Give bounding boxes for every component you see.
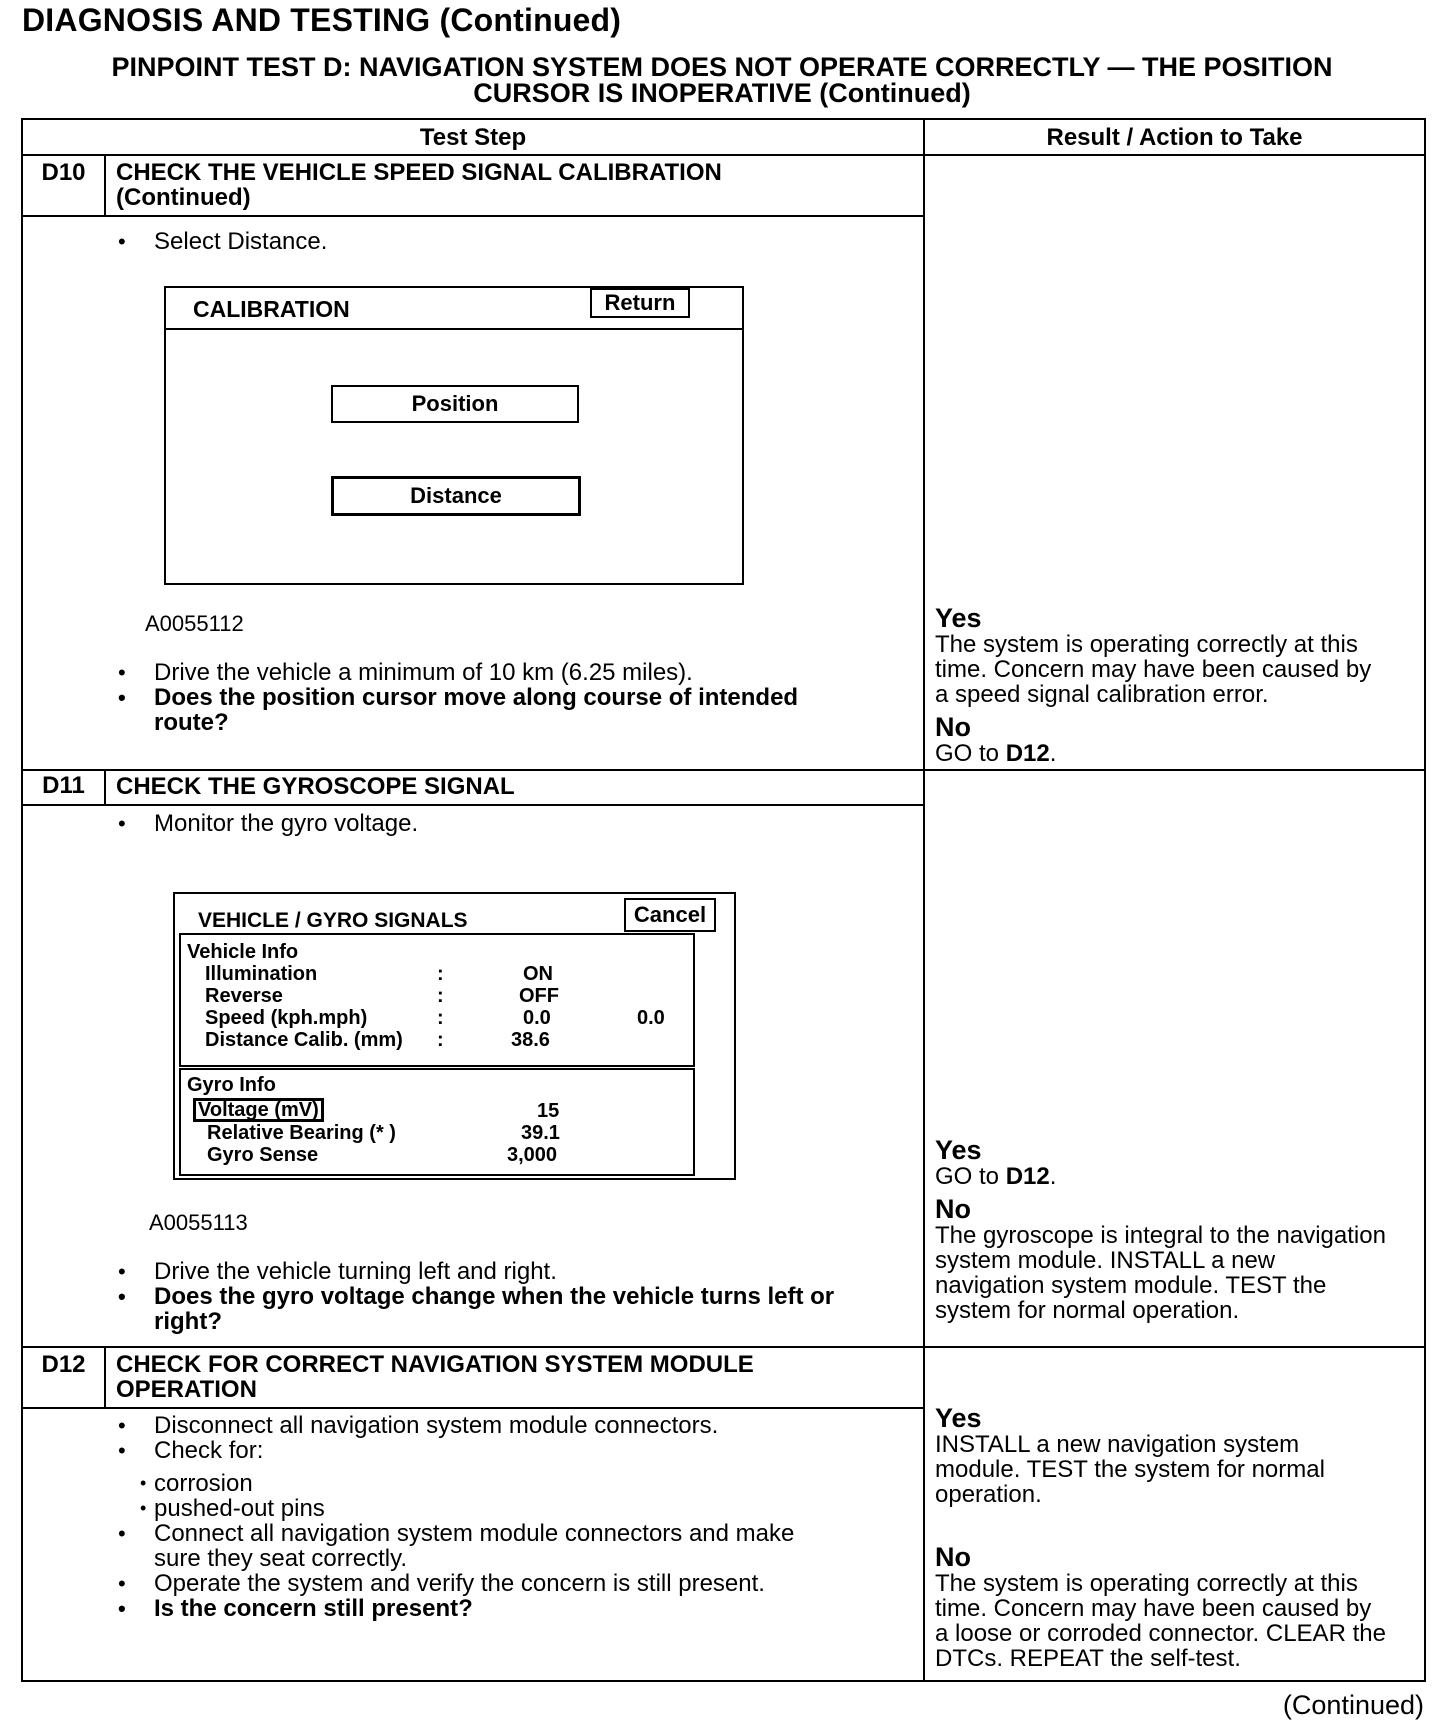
punct: . [1049, 1163, 1057, 1190]
colon: : [437, 1029, 444, 1051]
bullet-item [23, 1521, 923, 1571]
bullet-question [23, 685, 923, 735]
question-line1: Does the gyro voltage change when the vehicle turns left or [154, 1283, 835, 1310]
pinpoint-test-title [22, 54, 1422, 106]
step-title-d11: CHECK THE GYROSCOPE SIGNAL [105, 770, 924, 805]
result-text: time. Concern may have been caused by [935, 1595, 1372, 1622]
yes-label: Yes [935, 1135, 982, 1165]
goto-text: GO to [935, 740, 1006, 767]
bullet3-line1: Connect all navigation system module connectors and make [154, 1520, 795, 1547]
check-for-label: Check for: [154, 1437, 264, 1464]
bullet-item: • Select Distance. [23, 229, 923, 254]
speed-value: 0.0 [523, 1007, 551, 1029]
step-title-d10-line1: CHECK THE VEHICLE SPEED SIGNAL CALIBRATION [116, 159, 722, 186]
relative-bearing-value: 39.1 [521, 1122, 560, 1144]
goto-text: GO to [935, 1163, 1006, 1190]
gyro-info-panel [179, 1068, 695, 1176]
gyro-sense-value: 3,000 [507, 1144, 558, 1166]
result-text [935, 741, 1420, 766]
step-content-d11 [22, 805, 924, 1347]
speed-value-2: 0.0 [637, 1007, 665, 1029]
step-id-d10: D10 [22, 155, 105, 216]
header-divider [166, 328, 742, 330]
gyro-info-heading: Gyro Info [187, 1074, 276, 1096]
voltage-value: 15 [537, 1100, 560, 1122]
colon: : [437, 963, 444, 985]
step-id-d11: D11 [22, 770, 105, 805]
result-text: operation. [935, 1481, 1042, 1508]
result-text: a speed signal calibration error. [935, 681, 1269, 708]
reverse-label: Reverse [205, 985, 283, 1007]
illumination-value: ON [523, 963, 553, 985]
test-title-line1: PINPOINT TEST D: NAVIGATION SYSTEM DOES NOT OPERATE CORRECTLY — THE POSITION [111, 52, 1333, 82]
bullet-item: • Operate the system and verify the concern is still present. [23, 1571, 923, 1596]
result-text: DTCs. REPEAT the self-test. [935, 1645, 1241, 1672]
colon: : [437, 1007, 444, 1029]
test-title-line2: CURSOR IS INOPERATIVE (Continued) [473, 78, 971, 108]
bullet-item: • Drive the vehicle a minimum of 10 km (6.25 miles). [23, 660, 923, 685]
bullet-item: • Drive the vehicle turning left and right. [23, 1259, 923, 1284]
position-button[interactable]: Position [331, 385, 579, 423]
colon: : [437, 985, 444, 1007]
result-text: navigation system module. TEST the [935, 1272, 1327, 1299]
step-title-d12-line2: OPERATION [116, 1376, 257, 1403]
illumination-label: Illumination [205, 963, 318, 985]
reverse-value: OFF [519, 985, 559, 1007]
step-title-d12 [105, 1347, 924, 1408]
result-text: system for normal operation. [935, 1297, 1240, 1324]
distance-calib-label: Distance Calib. (mm) [205, 1029, 403, 1051]
bullet-item [23, 1438, 923, 1521]
result-text: The system is operating correctly at this [935, 1570, 1358, 1597]
vehicle-info-heading: Vehicle Info [187, 941, 299, 963]
gyro-signals-screen [173, 892, 736, 1180]
figure-code: A0055113 [149, 1210, 248, 1235]
step-content-d12 [22, 1408, 924, 1681]
cancel-button[interactable]: Cancel [624, 898, 716, 932]
bullet3-line2: sure they seat correctly. [154, 1545, 407, 1572]
goto-step-link[interactable]: D12 [1005, 1163, 1050, 1190]
result-text: INSTALL a new navigation system [935, 1431, 1300, 1458]
question-line1: Does the position cursor move along course of intended [154, 684, 799, 711]
step-title-d10 [105, 155, 924, 216]
return-button[interactable]: Return [590, 288, 690, 318]
yes-label: Yes [935, 603, 982, 633]
punct: . [1049, 740, 1057, 767]
no-label: No [935, 712, 971, 742]
figure-code: A0055112 [145, 611, 244, 636]
distance-button[interactable]: Distance [331, 476, 581, 516]
column-header-result: Result / Action to Take [924, 119, 1425, 155]
no-label: No [935, 1542, 971, 1572]
pinpoint-test-table [21, 118, 1426, 1682]
step-id-d12: D12 [22, 1347, 105, 1408]
page-title: DIAGNOSIS AND TESTING (Continued) [22, 2, 622, 38]
bullet-item: • Disconnect all navigation system module connectors. [23, 1413, 923, 1438]
no-label: No [935, 1194, 971, 1224]
column-header-test-step: Test Step [22, 119, 924, 155]
result-text: a loose or corroded connector. CLEAR the [935, 1620, 1386, 1647]
continued-label: (Continued) [1282, 1690, 1424, 1720]
result-d10 [924, 155, 1425, 770]
result-text: time. Concern may have been caused by [935, 656, 1372, 683]
step-title-d12-line1: CHECK FOR CORRECT NAVIGATION SYSTEM MODULE [116, 1351, 754, 1378]
result-text: system module. INSTALL a new [935, 1247, 1276, 1274]
speed-label: Speed (kph.mph) [205, 1007, 368, 1029]
vehicle-info-panel [179, 933, 695, 1067]
relative-bearing-label: Relative Bearing (* ) [207, 1122, 396, 1144]
question-line2: right? [154, 1308, 222, 1335]
calibration-screen-title: CALIBRATION [193, 296, 350, 322]
gyro-sense-label: Gyro Sense [207, 1144, 319, 1166]
sub-bullet-item: • corrosion [154, 1471, 923, 1496]
result-text: The gyroscope is integral to the navigation [935, 1222, 1386, 1249]
result-d12 [924, 1347, 1425, 1681]
result-text: module. TEST the system for normal [935, 1456, 1325, 1483]
bullet-item: • Monitor the gyro voltage. [23, 811, 923, 836]
goto-step-link[interactable]: D12 [1005, 740, 1050, 767]
sub-bullet-item: • pushed-out pins [154, 1496, 923, 1521]
bullet-question: • Is the concern still present? [23, 1596, 923, 1621]
result-text: The system is operating correctly at this [935, 631, 1358, 658]
question-line2: route? [154, 709, 229, 736]
gyro-screen-title: VEHICLE / GYRO SIGNALS [198, 909, 468, 932]
voltage-label[interactable]: Voltage (mV) [193, 1098, 324, 1122]
yes-label: Yes [935, 1403, 982, 1433]
distance-calib-value: 38.6 [511, 1029, 550, 1051]
calibration-screen [164, 286, 744, 585]
bullet-question [23, 1284, 923, 1334]
step-content-d10 [22, 216, 924, 770]
result-d11 [924, 770, 1425, 1347]
step-title-d10-line2: (Continued) [116, 184, 251, 211]
result-text [935, 1164, 1420, 1189]
